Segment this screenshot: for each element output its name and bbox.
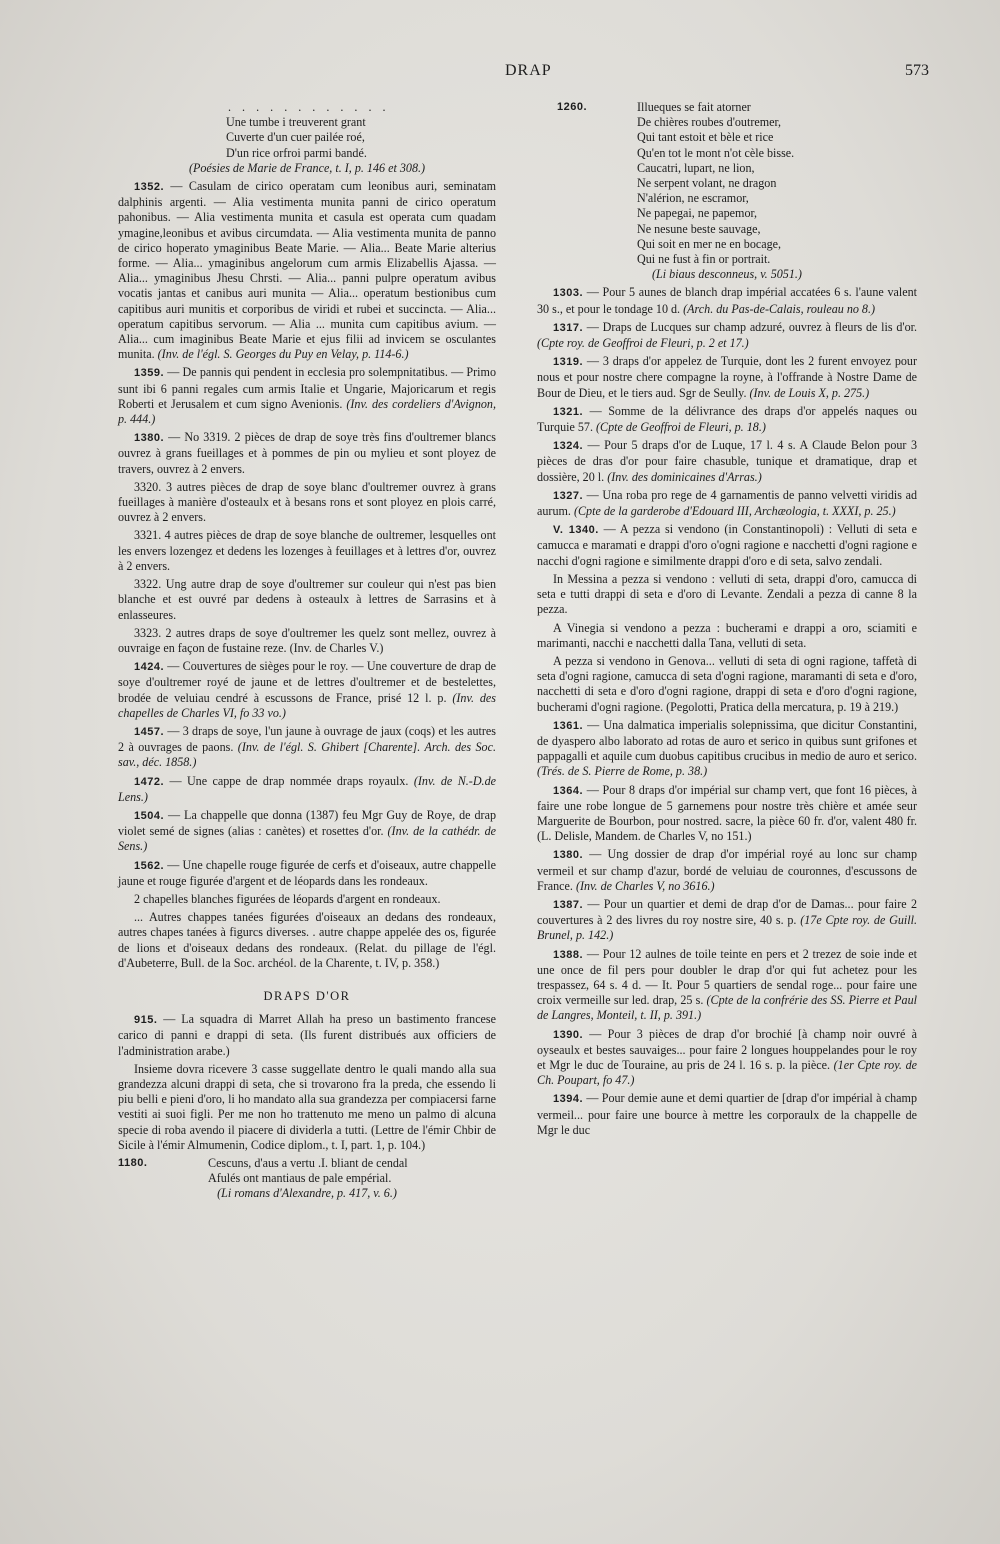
- entry-1340: [537, 522, 917, 569]
- entry-1380b: [537, 847, 917, 894]
- entry-source: (Inv. des cordeliers d'Avignon, p. 444.): [118, 396, 496, 427]
- verse-line: Caucatri, lupart, ne lion,: [637, 160, 755, 175]
- inventory-paragraph: 3321. 4 autres pièces de drap de soye blanche de oultremer, lesquelles ont les envers lozengez et dedens les lozenges à feuillages et à lettres d'or, ouvrez à 2 envers.: [118, 528, 496, 573]
- trade-paragraph: In Messina a pezza si vendono : velluti di seta, drappi d'oro, camucca di seta e tutti drappi di seta e d'oro di Levante. Zendali a pezza di canne 8 la pezza.: [537, 571, 917, 617]
- entry-1319: [537, 354, 917, 401]
- verse-line: Qu'en tot le mont n'ot cèle bisse.: [637, 145, 795, 160]
- entry-text: — A pezza si vendono (in Constantinopoli) : Velluti di seta e camucca e maramati e drappi d'oro o'ogni ragione e nacchetti d'ogni ragione e nacchi d'ogni ragione e similmente drappi d'oro e di seta, salvo zendali.: [537, 522, 918, 568]
- inventory-paragraph: 3322. Ung autre drap de soye d'oultremer sur couleur qui n'est pas bien blanche et est ouvré par dedens à osteaulx à lettres de Sarrasins et à enlasseures.: [118, 577, 496, 622]
- entry-1359: [118, 365, 496, 427]
- verse-lines: [118, 1156, 496, 1186]
- entry-1472: [118, 774, 496, 805]
- verse-line: Ne serpent volant, ne dragon: [637, 176, 777, 191]
- verse-line: Qui soit en mer ne en bocage,: [637, 236, 782, 251]
- entry-1504: [118, 808, 496, 855]
- verse-line: Ne nesune beste sauvage,: [637, 221, 761, 236]
- entry-1380: [118, 430, 496, 477]
- verse-lines: [118, 115, 496, 161]
- entry-1303: [537, 285, 917, 316]
- trade-paragraph: A pezza si vendono in Genova... velluti di seta di ogni ragione, taffetà di seta d'ogni ragione, camucca di seta d'ogni ragione, maramanti di seta e d'oro, nacchetti di seta e d'oro d'ogni ragione, drappi di seta e d'oro d'ogni ragione, bucherami d'ogni ragione. (Pegolotti, Pratica della mercatura, p. 19 à 219.): [537, 653, 917, 714]
- verse-line: De chières roubes d'outremer,: [637, 115, 782, 130]
- entry-1562: [118, 858, 496, 889]
- inventory-paragraph: 2 chapelles blanches figurées de léopards d'argent en rondeaux.: [134, 891, 441, 906]
- entry-year: 1317.: [553, 321, 584, 334]
- opening-verse: [118, 100, 496, 176]
- verse-lines: [537, 100, 917, 267]
- left-column: [118, 100, 496, 1205]
- entry-year: 1388.: [553, 948, 584, 961]
- entry-source: (Cpte de la garderobe d'Edouard III, Archæologia, t. XXXI, p. 25.): [573, 504, 896, 519]
- entry-year: 1260.: [557, 101, 588, 113]
- entry-year: 1359.: [134, 367, 165, 380]
- entry-year: 1364.: [553, 784, 584, 797]
- entry-source: (Arch. du Pas-de-Calais, rouleau no 8.): [683, 301, 876, 316]
- entry-1321: [537, 404, 917, 435]
- entry-text: — Pour 3 pièces de drap d'or brochié [à champ noir ouvré à oyseaulx et bestes sauvaiges... pour faire 2 longues houppelandes pour le roy et Mgr le duc de Touraine, au pris de 24 l. 16 s. p. la pièce.: [537, 1026, 917, 1072]
- entry-text: — Draps de Lucques sur champ adzuré, ouvrez à fleurs de lis d'or.: [583, 319, 917, 334]
- entry-year: 1319.: [553, 356, 584, 369]
- verse-source: (Poésies de Marie de France, t. I, p. 146 et 308.): [188, 160, 426, 175]
- entry-text: — La squadra di Marret Allah ha preso un bastimento francese carico di panni e drappi di seta. (Ils furent distribués aux officiers de l'administration arabe.): [118, 1012, 496, 1058]
- entry-source: (Inv. de l'égl. S. Georges du Puy en Velay, p. 114-6.): [157, 347, 409, 362]
- running-title: DRAP: [505, 62, 552, 79]
- entry-text: — Pour 5 aunes de blanch drap impérial accatées 6 s. l'aune valent 30 s., et pour le tondage 10 d.: [537, 285, 917, 316]
- entry-year: 1321.: [553, 405, 584, 418]
- entry-year: 1361.: [553, 719, 584, 732]
- letter-paragraph: Insieme dovra ricevere 3 casse suggellate dentro le quali mando alla sua grandezza alcuni drappi di seta, che si trovarono fra la preda, che essendo li piu belli e pieni d'oro, li ho mandato alla sua grandezza per compiacersi farne vestiti ai suoi figli. Per me non ho trattenuto me meno un palmo di alcuna specie di roba avendo il piacere di dividerla a tutti. (Lettre de l'émir Chbir de Sicile à l'émir Almumenin, Codice diplom., t. I, part. 1, p. 104.): [118, 1061, 496, 1152]
- entry-year: 1180.: [118, 1157, 148, 1169]
- entry-text: — Pour un quartier et demi de drap d'or de Damas... pour faire 2 couvertures à 2 des livres du roy nostre sire, 40 s. p.: [537, 896, 917, 928]
- entry-source: (Inv. de N.-D.de Lens.): [118, 773, 496, 804]
- entry-source: (Inv. de l'égl. S. Ghibert [Charente]. Arch. des Soc. sav., déc. 1858.): [118, 740, 496, 770]
- entry-source: (Inv. des chapelles de Charles VI, fo 33 vo.): [118, 690, 496, 720]
- verse-line: Cescuns, d'aus a vertu .I. bliant de cendal: [208, 1156, 408, 1170]
- entry-year: 1352.: [134, 181, 165, 194]
- verse-line: Afulés ont mantiaus de pale empérial.: [208, 1171, 392, 1186]
- entry-1387: [537, 897, 917, 944]
- inventory-paragraph: ... Autres chappes tanées figurées d'oiseaux an dedans des rondeaux, autres chapes tanées à figurcs diverses. . autre chappe appelée des os, figurée de lions et d'oiseaux dedans des rondeaux. (Relat. du pillage de l'égl. d'Aubeterre, Bull. de la Soc. archéol. de la Charente, t. IV, p. 358.): [118, 910, 496, 970]
- entry-text: — Pour demie aune et demi quartier de [drap d'or impérial à champ vermeil... pour faire une bource à mettre les corporaulx de la chappelle de Mgr le duc: [537, 1091, 917, 1137]
- entry-year: 1424.: [134, 661, 165, 674]
- entry-text: — 3 draps de soye, l'un jaune à ouvrage de jaux (coqs) et les autres 2 à ouvrages de paons.: [118, 723, 496, 755]
- entry-text: — Ung dossier de drap d'or impérial royé au lonc sur champ vermeil et sur champ d'azur, bordé de veluiau de couronnes, d'escussons de France.: [537, 847, 917, 893]
- entry-1327: [537, 488, 917, 519]
- entry-year: 1472.: [134, 775, 165, 788]
- entry-915: [118, 1012, 496, 1059]
- entry-text: — 3 draps d'or appelez de Turquie, dont les 2 furent envoyez pour nous et pour nostre chere compagne la royne, à l'offrande à Nostre Dame de Bour de Dieu, et le tiers aud. Sgr de Seully.: [537, 354, 917, 400]
- entry-text: — Couvertures de sièges pour le roy. — Une couverture de drap de soye d'oultremer royé de jaune et de lettres d'oultremer et de bestelettes, brodée de veluiau cendré à escussons de France, prisé 12 l. p.: [118, 659, 496, 705]
- entry-source: (Inv. de Louis X, p. 275.): [749, 385, 870, 400]
- verse-line: Ne papegai, ne papemor,: [637, 206, 758, 221]
- entry-1457: [118, 724, 496, 771]
- entry-1364: [537, 783, 917, 845]
- entry-1180: [118, 1156, 496, 1202]
- entry-year: V. 1340.: [553, 524, 599, 537]
- entry-text: — De pannis qui pendent in ecclesia pro solempnitatibus. — Primo sunt ibi 6 panni regales cum armis Italie et Ungarie, Majoricarum et regis Roberti et Jerusalem et cum signo Avenionis.: [118, 365, 496, 411]
- trade-paragraph: A Vinegia si vendono a pezza : bucherami e drappi a oro, sciamiti e marimanti, nacchi e nacchetti dalla Tana, velluti di seta.: [537, 620, 917, 650]
- entry-source: (Inv. de Charles V, no 3616.): [575, 878, 715, 893]
- entry-source: (17e Cpte roy. de Guill. Brunel, p. 142.): [537, 913, 917, 943]
- entry-1394: [537, 1091, 917, 1138]
- ellipsis-dots: . . . . . . . . . . . .: [228, 100, 390, 114]
- entry-text: — Pour 12 aulnes de toile teinte en pers et 2 trezez de soie inde et une once de fil pers pour doubler le drap d'or qui fut achetez pour les trespassez, 64 s. 4 d. — It. Pour 5 quartiers de sendal roge... pour faire une croix vermeille sur led. drap, 25 s.: [537, 946, 917, 1008]
- entry-year: 1380.: [553, 849, 584, 862]
- entry-year: 1504.: [134, 809, 165, 822]
- entry-year: 1457.: [134, 725, 165, 738]
- entry-year: 1387.: [553, 898, 584, 911]
- entry-1352: [118, 179, 496, 362]
- inventory-paragraph: 3323. 2 autres draps de soye d'oultremer les quelz sont mellez, ouvrez à ouvraige en façon de fustaine reze. (Inv. de Charles V.): [118, 625, 496, 655]
- entry-source: (Cpte roy. de Geoffroi de Fleuri, p. 2 et 17.): [537, 336, 749, 351]
- entry-1424: [118, 659, 496, 721]
- entry-source: (1er Cpte roy. de Ch. Poupart, fo 47.): [537, 1057, 917, 1088]
- entry-year: 1327.: [553, 489, 584, 502]
- entry-1388: [537, 947, 917, 1024]
- verse-line: Illueques se fait atorner: [637, 100, 751, 114]
- entry-year: 915.: [134, 1014, 158, 1027]
- entry-text: — Une cappe de drap nommée draps royaulx.: [164, 773, 409, 788]
- entry-year: 1303.: [553, 287, 584, 300]
- entry-year: 1380.: [134, 432, 165, 445]
- entry-1361: [537, 718, 917, 780]
- entry-source: (Inv. de la cathédr. de Sens.): [118, 824, 496, 854]
- entry-year: 1394.: [553, 1093, 584, 1106]
- entry-source: (Trés. de S. Pierre de Rome, p. 38.): [537, 764, 708, 779]
- entry-text: — Somme de la délivrance des draps d'or appelés naques ou Turquie 57.: [537, 403, 917, 435]
- verse-line: Qui tant estoit et bèle et rice: [637, 130, 774, 145]
- entry-text: — Casulam de cirico operatam cum leonibus auri, seminatam dalphinis argenti. — Alia vestimenta munita panni de cirico operatum pahonibus. — Alia vestimenta munita et casula est operata cum quadam ymagine,leonibus et avibus circumdata. — Alia vestimenta munita de panno de cirico hoperato ymaginibus Beate Marie. — Alia... Beate Marie alterius forme. — Alia... ymaginibus angelorum cum armis Elizabellis Ajassa. — Alia... ymaginibus Jhesu Chrsti. — Alia... panni pulpre operatum avibus vocatis jantas et canibus auri munita — Alia... operatum bestionibus cum capitibus auri munitis et corporibus de viridi et rubei et succincta. — Alia... operatum capitibus servorum. — Alia ... munita cum capitibus avium. — Alia... cum imaginibus Beate Marie et ejus filii ad invicem se osculantes munita.: [118, 179, 496, 362]
- entry-year: 1324.: [553, 440, 584, 453]
- entry-text: — Una roba pro rege de 4 garnamentis de panno velvetti viridis ad aurum.: [537, 487, 917, 519]
- verse-source: (Li romans d'Alexandre, p. 417, v. 6.): [217, 1186, 397, 1201]
- entry-1260: [537, 100, 917, 282]
- page-number: 573: [905, 62, 929, 79]
- entry-text: — Pour 8 draps d'or impérial sur champ vert, que font 16 pièces, à faire une robe longue de 5 garnemens pour nostre très chière et amée seur Marguerite de Bourbon, pour nostred. sacre, la pièce 60 fr. d'or, valent 480 fr. (L. Delisle, Mandem. de Charles V, no 151.): [537, 782, 917, 844]
- entry-text: — Une chapelle rouge figurée de cerfs et d'oiseaux, autre chappelle jaune et rouge figurée d'argent et de léopards dans les rondeaux.: [118, 857, 496, 888]
- entry-source: (Cpte de Geoffroi de Fleuri, p. 18.): [596, 420, 766, 435]
- section-title: DRAPS D'OR: [263, 988, 351, 1003]
- verse-line: D'un rice orfroi parmi bandé.: [226, 145, 367, 160]
- verse-line: Cuverte d'un cuer pailée roé,: [226, 130, 365, 145]
- verse-source: (Li biaus desconneus, v. 5051.): [652, 267, 802, 282]
- running-head: [0, 62, 1000, 86]
- entry-text: — No 3319. 2 pièces de drap de soye très fins d'oultremer blancs ouvrez à grans fueillages et à pommes de pin ou mylieu et sont ployez de travers, ouvrez à 2 envers.: [118, 430, 496, 476]
- verse-line: N'alérion, ne escramor,: [637, 191, 749, 206]
- verse-line: Une tumbe i treuverent grant: [226, 115, 366, 130]
- inventory-paragraph: 3320. 3 autres pièces de drap de soye blanc d'oultremer ouvrez à grans fueillages à manière d'osteaulx et à besans rons et sont ployez en plois carré, ouvrez à 2 envers.: [118, 479, 496, 525]
- entry-year: 1390.: [553, 1028, 584, 1041]
- entry-text: — Pour 5 draps d'or de Luque, 17 l. 4 s. A Claude Belon pour 3 pièces de dras d'or pour faire chasuble, tunique et dramatique, drap et dossière, 20 l.: [537, 438, 917, 484]
- entry-year: 1562.: [134, 859, 165, 872]
- verse-line: Qui ne fust à fin or portrait.: [637, 252, 771, 267]
- entry-source: (Inv. des dominicaines d'Arras.): [607, 469, 762, 484]
- entry-1317: [537, 320, 917, 351]
- entry-1324: [537, 438, 917, 485]
- entry-1390: [537, 1027, 917, 1089]
- entry-text: — La chappelle que donna (1387) feu Mgr Guy de Roye, de drap violet semé de signes (alias : canètes) et rosettes d'or.: [118, 807, 496, 839]
- right-column: [537, 100, 917, 1141]
- entry-text: — Una dalmatica imperialis solepnissima, que dicitur Constantini, de dyaspero albo laborato ad rotas de auro et serico in quibus sunt grifones et pappagalli et aquile cum duobus capitibus crucibus in medio de auro et serico.: [537, 717, 917, 764]
- entry-source: (Cpte de la confrérie des SS. Pierre et Paul de Langres, Monteil, t. II, p. 391.): [537, 993, 917, 1023]
